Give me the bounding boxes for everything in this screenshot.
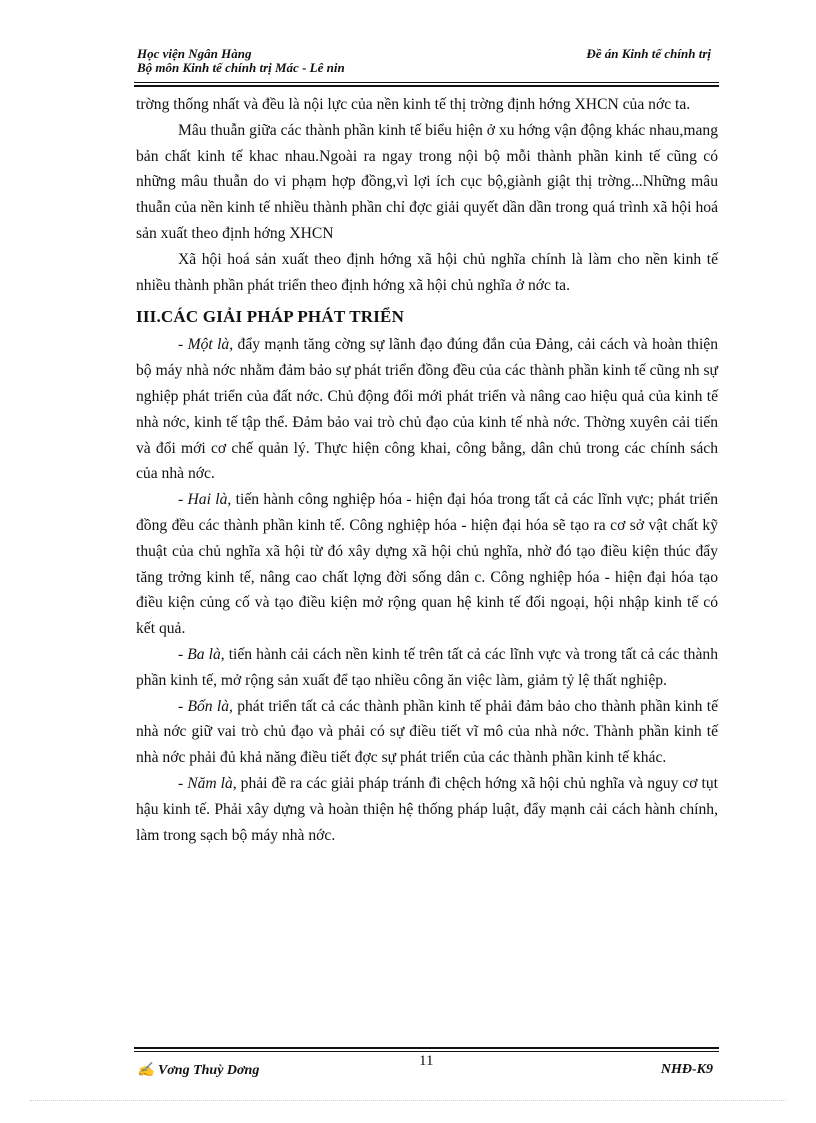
solution-3-text: , tiến hành cải cách nền kinh tế trên tất cả các lĩnh vực và trong tất cả các thành phần kinh tế, mở rộng sản xuất để tạo nhiều công ăn việc làm, giảm tỷ lệ thất nghiệp. bbox=[136, 645, 718, 689]
paragraph-socialization: Xã hội hoá sản xuất theo định hớng xã hội chủ nghĩa chính là làm cho nền kinh tế nhiều thành phần phát triển theo định hớng xã hội chủ nghĩa ở nớc ta. bbox=[136, 250, 718, 294]
paragraph-continuation: trờng thống nhất và đều là nội lực của nền kinh tế thị trờng định hớng XHCN của nớc ta. bbox=[136, 96, 691, 113]
class-code: NHĐ-K9 bbox=[660, 1062, 713, 1077]
solution-4: - Bốn là, phát triển tất cả các thành phần kinh tế phải đảm bảo cho thành phần kinh tế nhà nớc giữ vai trò chủ đạo và phải có sự điều tiết vĩ mô của nhà nớc. Thành phần kinh tế nhà nớc phải đủ khả năng điều tiết đợc sự phát triển của các thành phần kinh tế khác. bbox=[136, 697, 719, 767]
footer-rule-thin bbox=[134, 1051, 719, 1052]
solution-3: - Ba là, tiến hành cải cách nền kinh tế trên tất cả các lĩnh vực và trong tất cả các thành phần kinh tế, mở rộng sản xuất để tạo nhiều công ăn việc làm, giảm tỷ lệ thất nghiệp. bbox=[136, 645, 718, 689]
solution-3-label: Ba là bbox=[187, 645, 221, 663]
solution-1-text: , đẩy mạnh tăng cờng sự lãnh đạo đúng đắn của Đảng, cải cách và hoàn thiện bộ máy nhà nớc nhằm đảm bảo sự phát triển đồng đều của các thành phần kinh tế cũng nh sự nghiệp phát triển của đất nớc. Chủ động đổi mới phát triển và nâng cao hiệu quả của kinh tế nhà nớc, kinh tế tập thể. Đảm bảo vai trò chủ đạo của kinh tế nhà nớc. Thờng xuyên cải tiến và đổi mới cơ chế quản lý. Thực hiện công khai, công bằng, dân chủ trong các chính sách của nhà nớc. bbox=[136, 336, 718, 483]
solution-5: - Năm là, phải đề ra các giải pháp tránh đi chệch hớng xã hội chủ nghĩa và nguy cơ tụt hậu kinh tế. Phải xây dựng và hoàn thiện hệ thống pháp luật, đẩy mạnh cải cách hành chính, làm trong sạch bộ máy nhà nớc. bbox=[136, 774, 718, 844]
page-number: 11 bbox=[419, 1053, 434, 1069]
institution-name: Học viện Ngân Hàng bbox=[137, 46, 252, 61]
footer-author bbox=[137, 1062, 259, 1079]
solution-1-label: Một là bbox=[187, 336, 230, 354]
paragraph-contradictions: Mâu thuẫn giữa các thành phần kinh tế biểu hiện ở xu hớng vận động khác nhau,mang bản chất kinh tế khac nhau.Ngoài ra ngay trong nội bộ mỗi thành phần kinh tế cũng có những mâu thuẫn do vi phạm hợp đồng,vì lợi ích cục bộ,giành giật thị trờng...Những mâu thuẫn của nền kinh tế nhiều thành phần chỉ đợc giải quyết dần dần trong quá trình xã hội hoá sản xuất theo định hớng XHCN bbox=[136, 121, 718, 242]
solution-2-text: , tiến hành công nghiệp hóa - hiện đại hóa trong tất cả các lĩnh vực; phát triển đồng đều các thành phần kinh tế. Công nghiệp hóa - hiện đại hóa sẽ tạo ra cơ sở vật chất kỹ thuật của chủ nghĩa xã hội từ đó xây dựng xã hội chủ nghĩa, nhờ đó tạo điều kiện thúc đẩy tăng trởng kinh tế, nâng cao chất lợng đời sống dân c. Công nghiệp hóa - hiện đại hóa tạo điều kiện củng cố và tạo điều kiện mở rộng quan hệ kinh tế đối ngoại, hội nhập kinh tế có kết quả. bbox=[136, 491, 719, 638]
pen-icon: ✍ bbox=[137, 1063, 158, 1078]
header-rule-thick bbox=[134, 85, 719, 87]
header-rule-thin bbox=[134, 82, 719, 83]
department-name: Bộ môn Kinh tế chính trị Mác - Lê nin bbox=[137, 60, 345, 75]
solution-5-label: Năm là bbox=[187, 774, 233, 792]
solution-2: - Hai là, tiến hành công nghiệp hóa - hiện đại hóa trong tất cả các lĩnh vực; phát triển đồng đều các thành phần kinh tế. Công nghiệp hóa - hiện đại hóa sẽ tạo ra cơ sở vật chất kỹ thuật của chủ nghĩa xã hội từ đó xây dựng xã hội chủ nghĩa, nhờ đó tạo điều kiện thúc đẩy tăng trởng kinh tế, nâng cao chất lợng đời sống dân c. Công nghiệp hóa - hiện đại hóa tạo điều kiện củng cố và tạo điều kiện mở rộng quan hệ kinh tế đối ngoại, hội nhập kinh tế có kết quả. bbox=[136, 491, 719, 638]
page-bottom-divider bbox=[30, 1100, 786, 1101]
solution-4-text: phát triển tất cả các thành phần kinh tế phải đảm bảo cho thành phần kinh tế nhà nớc giữ vai trò chủ đạo và phải có sự điều tiết vĩ mô của nhà nớc. Thành phần kinh tế nhà nớc phải đủ khả năng điều tiết đợc sự phát triển của các thành phần kinh tế khác. bbox=[136, 697, 719, 767]
author-name: Vơng Thuỳ Dơng bbox=[157, 1063, 260, 1078]
page-content bbox=[136, 92, 718, 848]
project-title: Đề án Kinh tế chính trị bbox=[586, 46, 711, 61]
solution-1: - Một là, đẩy mạnh tăng cờng sự lãnh đạo đúng đắn của Đảng, cải cách và hoàn thiện bộ máy nhà nớc nhằm đảm bảo sự phát triển đồng đều của các thành phần kinh tế cũng nh sự nghiệp phát triển của đất nớc. Chủ động đổi mới phát triển và nâng cao hiệu quả của kinh tế nhà nớc, kinh tế tập thể. Đảm bảo vai trò chủ đạo của kinh tế nhà nớc. Thờng xuyên cải tiến và đổi mới cơ chế quản lý. Thực hiện công khai, công bằng, dân chủ trong các chính sách của nhà nớc. bbox=[136, 336, 718, 483]
solution-2-label: Hai là bbox=[187, 491, 228, 509]
solution-5-text: , phải đề ra các giải pháp tránh đi chệch hớng xã hội chủ nghĩa và nguy cơ tụt hậu kinh tế. Phải xây dựng và hoàn thiện hệ thống pháp luật, đẩy mạnh cải cách hành chính, làm trong sạch bộ máy nhà nớc. bbox=[136, 774, 718, 844]
footer-rule-thick bbox=[134, 1047, 719, 1049]
solution-4-label: Bốn là, bbox=[187, 697, 233, 715]
page-header-left bbox=[137, 47, 467, 75]
section-heading: III.CÁC GIẢI PHÁP PHÁT TRIỂN bbox=[136, 307, 405, 327]
